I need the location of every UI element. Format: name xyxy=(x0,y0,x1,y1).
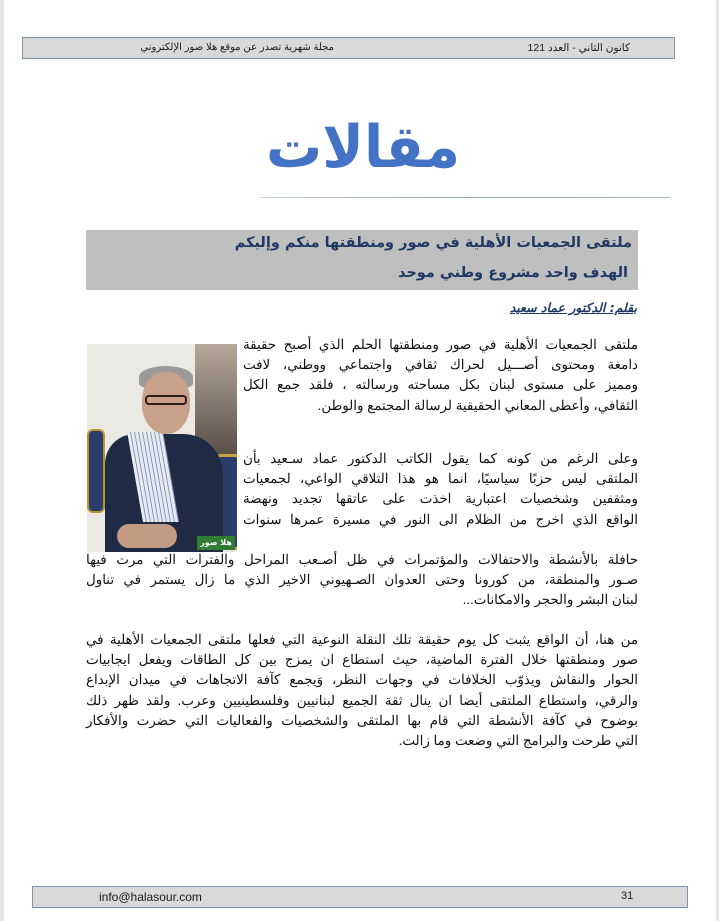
page-edge-left xyxy=(0,0,4,921)
article-paragraph-2-bottom xyxy=(86,550,638,611)
page-header-bar xyxy=(22,37,675,59)
paragraph-line: التي طرحت والبرامج التي وضعت وما زالت. xyxy=(398,733,638,749)
article-byline: بقلم: الدكتور عماد سعيد xyxy=(509,300,637,315)
paragraph-line: دامغة ومحتوى أصـــيل لحراك ثقافي واجتماعي ووطني، لافت xyxy=(243,357,638,373)
author-photo xyxy=(87,344,237,552)
paragraph-line: الحوار والنقاش ويذوّب الخلافات في وجهات النظر، وَيجمع كآفة الاتجاهات في ميدان الإبداع xyxy=(86,672,638,688)
contact-email-link[interactable]: info@halasour.com xyxy=(99,890,202,904)
paragraph-line: ومثقفين وشخصيات اعتبارية اخذت على عاتقها تجديد ونهضة xyxy=(243,491,638,507)
magazine-tagline: مجلة شهرية تصدر عن موقع هلا صور الإلكتروني xyxy=(140,42,334,53)
paragraph-line: صـور والمنطقة، من كورونا وحتى العدوان الصـهيوني الاخير الذي ما زال يستمر في تناول xyxy=(86,572,638,588)
page-number: 31 xyxy=(621,890,634,902)
paragraph-line: الثقافي، وأعطى المعاني الحقيقية لرسالة المجتمع والوطن. xyxy=(317,397,638,413)
paragraph-line: الواقع الذي اخرج من الظلام الى النور في مسيرة عمرها سنوات xyxy=(243,511,638,527)
paragraph-line: ومميز على مستوى لبنان بكل مساحته ورسالته ، فلقد جمع الكل xyxy=(243,377,638,393)
paragraph-line: لبنان البشر والحجر والامكانات... xyxy=(462,592,638,608)
photo-watermark-logo: هلا صور xyxy=(197,536,235,550)
paragraph-line: من هنا، أن الواقع يثبت كل يوم حقيقة تلك النقلة النوعية التي فعلها ملتقى الجمعيات الأهلية في xyxy=(86,632,638,647)
paragraph-line: والرقي، واستطاع الملتقى أيضا ان ينال ثقة الجميع لبنانيين وفلسطينيين وعرب. ولقد ظهر ذلك xyxy=(86,692,638,708)
paragraph-line: حافلة بالأنشطة والاحتفالات والمؤتمرات في ظل أصـعب المراحل والفترات التي مرت فيها xyxy=(86,552,638,567)
paragraph-line: ملتقى الجمعيات الأهلية في صور ومنطقتها الحلم الذي أصبح حقيقة xyxy=(243,337,638,352)
photo-glasses xyxy=(145,395,187,405)
paragraph-line: وعلى الرغم من كونه كما يقول الكاتب الدكتور عماد سـعيد بأن xyxy=(243,451,638,466)
article-title-line-1: ملتقى الجمعيات الأهلية في صور ومنطقتها منكم وإليكم xyxy=(234,235,632,251)
paragraph-line: صور ومنطقتها خلال الفترة الماضية، حيث استطاع ان يمزج بين كل الطاقات ويفعل ايجابيات xyxy=(86,652,638,668)
article-paragraph-2-top xyxy=(243,449,638,530)
article-paragraph-3 xyxy=(86,630,638,751)
article-title-box xyxy=(86,230,638,290)
paragraph-line: بوضوح في كآفة الأنشطة التي قام بها الملتقى والشخصيات والفعاليات التي حضرت والأفكار xyxy=(86,712,638,728)
section-heading: مقالات xyxy=(266,113,460,182)
photo-hands xyxy=(117,524,177,548)
page-footer-bar xyxy=(32,886,688,908)
heading-divider xyxy=(260,197,670,198)
article-paragraph-1 xyxy=(243,335,638,416)
article-title-line-2: الهدف واحد مشروع وطني موحد xyxy=(397,265,628,281)
paragraph-line: الملتقى ليس حزبًا سياسيًا، انما هو هذا التلاقي الواعي، لجمعيات xyxy=(243,471,638,487)
photo-chair-left xyxy=(87,429,105,513)
issue-label: كانون الثاني - العدد 121 xyxy=(527,42,630,54)
